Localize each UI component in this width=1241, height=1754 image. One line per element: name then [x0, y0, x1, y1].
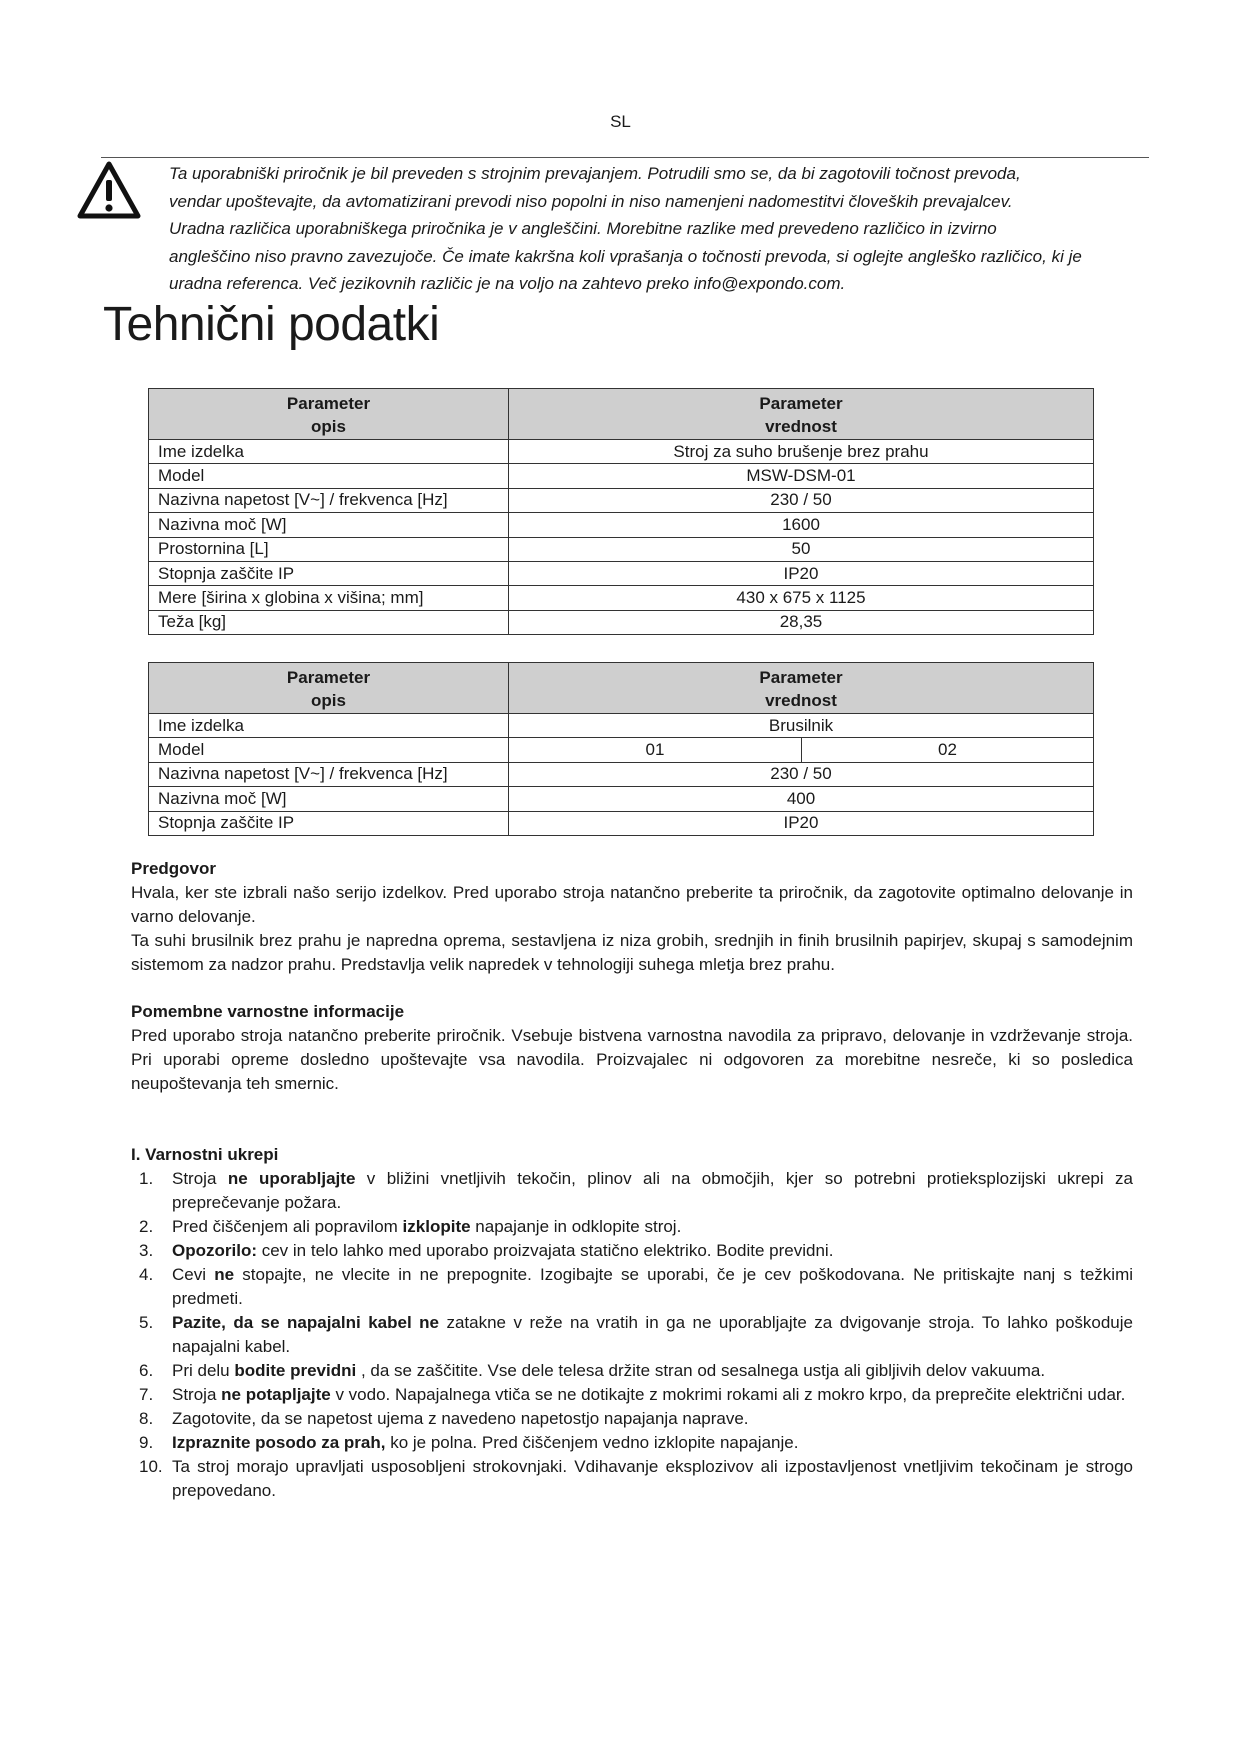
item-number: 1. — [139, 1169, 154, 1188]
item-number: 7. — [139, 1385, 154, 1404]
param-value: 50 — [509, 537, 1094, 561]
item-text: v bližini vnetljivih tekočin, plinov ali na območjih, kjer so potrebni protieksplozijski ukrepi za preprečevanje požara. — [172, 1169, 1133, 1212]
param-value: MSW-DSM-01 — [509, 464, 1094, 488]
header-cell — [509, 663, 1094, 714]
param-label: Mere [širina x globina x višina; mm] — [149, 586, 509, 610]
table-row — [149, 610, 1094, 634]
item-number: 4. — [139, 1265, 154, 1284]
item-text: Stroja — [172, 1385, 222, 1404]
item-number: 6. — [139, 1361, 154, 1380]
param-label: Model — [149, 464, 509, 488]
item-text: , da se zaščitite. Vse dele telesa držite stran od sesalnega ustja ali gibljivih delov vakuuma. — [356, 1361, 1046, 1380]
item-text: Zagotovite, da se napetost ujema z navedeno napetostjo napajanja naprave. — [172, 1409, 749, 1428]
table-row — [149, 488, 1094, 512]
safety-info-paragraph: Pred uporabo stroja natančno preberite priročnik. Vsebuje bistvena varnostna navodila za pripravo, delovanje in vzdrževanje stroja. Pri uporabi opreme dosledno upoštevajte vsa navodila. Proizvajalec ni odgovoren za morebitne nesreče, ki so posledica neupoštevanja teh smernic. — [131, 1026, 1133, 1093]
disclaimer-line: Uradna različica uporabniškega priročnika je v angleščini. Morebitne razlike med prevedeno različico in izvirno — [169, 219, 997, 238]
foreword-heading: Predgovor — [131, 859, 217, 878]
table-row — [149, 811, 1094, 835]
header-line: Parameter — [286, 394, 371, 413]
spec-table-grinder — [148, 662, 1094, 836]
param-value: 400 — [509, 787, 1094, 811]
item-emphasis: Pazite, da se napajalni kabel ne — [172, 1313, 439, 1332]
item-emphasis: Opozorilo: — [172, 1241, 257, 1260]
list-item — [131, 1407, 1133, 1431]
param-label: Nazivna napetost [V~] / frekvenca [Hz] — [149, 762, 509, 786]
param-label: Model — [149, 738, 509, 762]
item-text: Cevi — [172, 1265, 215, 1284]
item-number: 2. — [139, 1217, 154, 1236]
table-row — [149, 464, 1094, 488]
disclaimer-line: vendar upoštevajte, da avtomatizirani prevodi niso popolni in niso namenjeni nadomestitvi človeških prevajalcev. — [169, 191, 1013, 211]
param-label: Nazivna napetost [V~] / frekvenca [Hz] — [149, 488, 509, 512]
item-text: napajanje in odklopite stroj. — [470, 1217, 682, 1236]
param-value: 230 / 50 — [509, 488, 1094, 512]
item-text: stopajte, ne vlecite in ne prepognite. Izogibajte se uporabi, če je cev poškodovana. Ne pritiskajte nanj s težkimi predmeti. — [172, 1265, 1134, 1308]
list-item — [131, 1215, 1133, 1239]
param-value: 01 — [509, 738, 802, 762]
list-item — [131, 1455, 1133, 1503]
table-row — [149, 762, 1094, 786]
table-row — [149, 513, 1094, 537]
header-line: Parameter — [286, 668, 371, 687]
param-value: Stroj za suho brušenje brez prahu — [509, 440, 1094, 464]
header-line: opis — [311, 691, 346, 710]
item-text: zatakne v reže na vratih in ga ne uporabljajte za dvigovanje stroja. To lahko poškoduje napajalni kabel. — [172, 1313, 1133, 1356]
item-text: Pri delu — [172, 1361, 235, 1380]
foreword-paragraph: Ta suhi brusilnik brez prahu je napredna oprema, sestavljena iz niza grobih, srednjih in finih brusilnih papirjev, skupaj s samodejnim sistemom za nadzor prahu. Predstavlja velik napredek v tehnologiji suhega mletja brez prahu. — [131, 931, 1133, 974]
param-label: Nazivna moč [W] — [149, 787, 509, 811]
param-label: Prostornina [L] — [149, 537, 509, 561]
header-line: Parameter — [759, 394, 843, 413]
foreword-paragraph: Hvala, ker ste izbrali našo serijo izdelkov. Pred uporabo stroja natančno preberite ta priročnik, da zagotovite optimalno delovanje in varno delovanje. — [131, 883, 1133, 926]
param-value: IP20 — [509, 561, 1094, 585]
disclaimer-line: Ta uporabniški priročnik je bil preveden s strojnim prevajanjem. Potrudili smo se, da bi zagotovili točnost prevoda, — [169, 164, 1021, 183]
header-line: vrednost — [765, 417, 837, 436]
item-emphasis: izklopite — [402, 1217, 471, 1236]
disclaimer-line: angleščino niso pravno zavezujoče. Če imate kakršna koli vprašanja o točnosti prevoda, si oglejte angleško različico, ki je — [169, 246, 1082, 266]
param-value: Brusilnik — [509, 714, 1094, 738]
item-number: 3. — [139, 1241, 154, 1260]
param-label: Ime izdelka — [149, 440, 509, 464]
item-emphasis: ne — [214, 1265, 235, 1284]
item-number: 5. — [139, 1313, 154, 1332]
safety-measures-list — [131, 1167, 1133, 1503]
param-value: 1600 — [509, 513, 1094, 537]
list-item — [131, 1239, 1133, 1263]
item-number: 8. — [139, 1409, 154, 1428]
item-emphasis: Izpraznite posodo za prah, — [172, 1433, 386, 1452]
param-value: IP20 — [509, 811, 1094, 835]
list-item — [131, 1311, 1133, 1359]
list-item — [131, 1359, 1133, 1383]
item-emphasis: ne potapljajte — [221, 1385, 331, 1404]
item-text: ko je polna. Pred čiščenjem vedno izklopite napajanje. — [385, 1433, 799, 1452]
table-row — [149, 787, 1094, 811]
item-emphasis: bodite previdni — [234, 1361, 357, 1380]
table-header-row — [149, 389, 1094, 440]
header-line: opis — [311, 417, 346, 436]
table-row — [149, 537, 1094, 561]
param-value: 430 x 675 x 1125 — [509, 586, 1094, 610]
table-row — [149, 561, 1094, 585]
header-line: vrednost — [765, 691, 837, 710]
param-label: Nazivna moč [W] — [149, 513, 509, 537]
page-title: Tehnični podatki — [103, 298, 440, 351]
header-line: Parameter — [759, 668, 843, 687]
translation-disclaimer — [169, 160, 1129, 298]
item-text: v vodo. Napajalnega vtiča se ne dotikajte z mokrimi rokami ali z mokro krpo, da preprečite električni udar. — [330, 1385, 1126, 1404]
param-label: Ime izdelka — [149, 714, 509, 738]
measures-heading: I. Varnostni ukrepi — [131, 1145, 279, 1164]
language-code: SL — [610, 112, 631, 131]
safety-info-heading: Pomembne varnostne informacije — [131, 1002, 405, 1021]
table-row — [149, 440, 1094, 464]
list-item — [131, 1263, 1133, 1311]
table-row — [149, 714, 1094, 738]
param-value: 230 / 50 — [509, 762, 1094, 786]
item-number: 9. — [139, 1433, 154, 1452]
table-header-row — [149, 663, 1094, 714]
param-label: Teža [kg] — [149, 610, 509, 634]
disclaimer-line: uradna referenca. Več jezikovnih različic je na voljo na zahtevo preko info@expondo.com. — [169, 274, 846, 293]
table-row — [149, 586, 1094, 610]
spec-table-main — [148, 388, 1094, 635]
header-cell — [509, 389, 1094, 440]
item-number: 10. — [139, 1457, 163, 1476]
list-item — [131, 1431, 1133, 1455]
list-item — [131, 1167, 1133, 1215]
warning-triangle-icon — [76, 160, 142, 220]
header-cell — [149, 389, 509, 440]
param-value: 02 — [802, 738, 1094, 762]
item-emphasis: ne uporabljajte — [227, 1169, 356, 1188]
safety-info-section — [131, 1000, 1133, 1096]
table-row — [149, 738, 1094, 762]
item-text: Stroja — [172, 1169, 228, 1188]
param-label: Stopnja zaščite IP — [149, 811, 509, 835]
header-cell — [149, 663, 509, 714]
item-text: Pred čiščenjem ali popravilom — [172, 1217, 403, 1236]
param-value: 28,35 — [509, 610, 1094, 634]
foreword-section — [131, 857, 1133, 977]
item-text: cev in telo lahko med uporabo proizvajata statično elektriko. Bodite previdni. — [256, 1241, 834, 1260]
item-text: Ta stroj morajo upravljati usposobljeni strokovnjaki. Vdihavanje eksplozivov ali izpostavljenost vnetljivim tekočinam je strogo prepovedano. — [172, 1457, 1133, 1500]
param-label: Stopnja zaščite IP — [149, 561, 509, 585]
list-item — [131, 1383, 1133, 1407]
header-rule — [101, 157, 1149, 158]
